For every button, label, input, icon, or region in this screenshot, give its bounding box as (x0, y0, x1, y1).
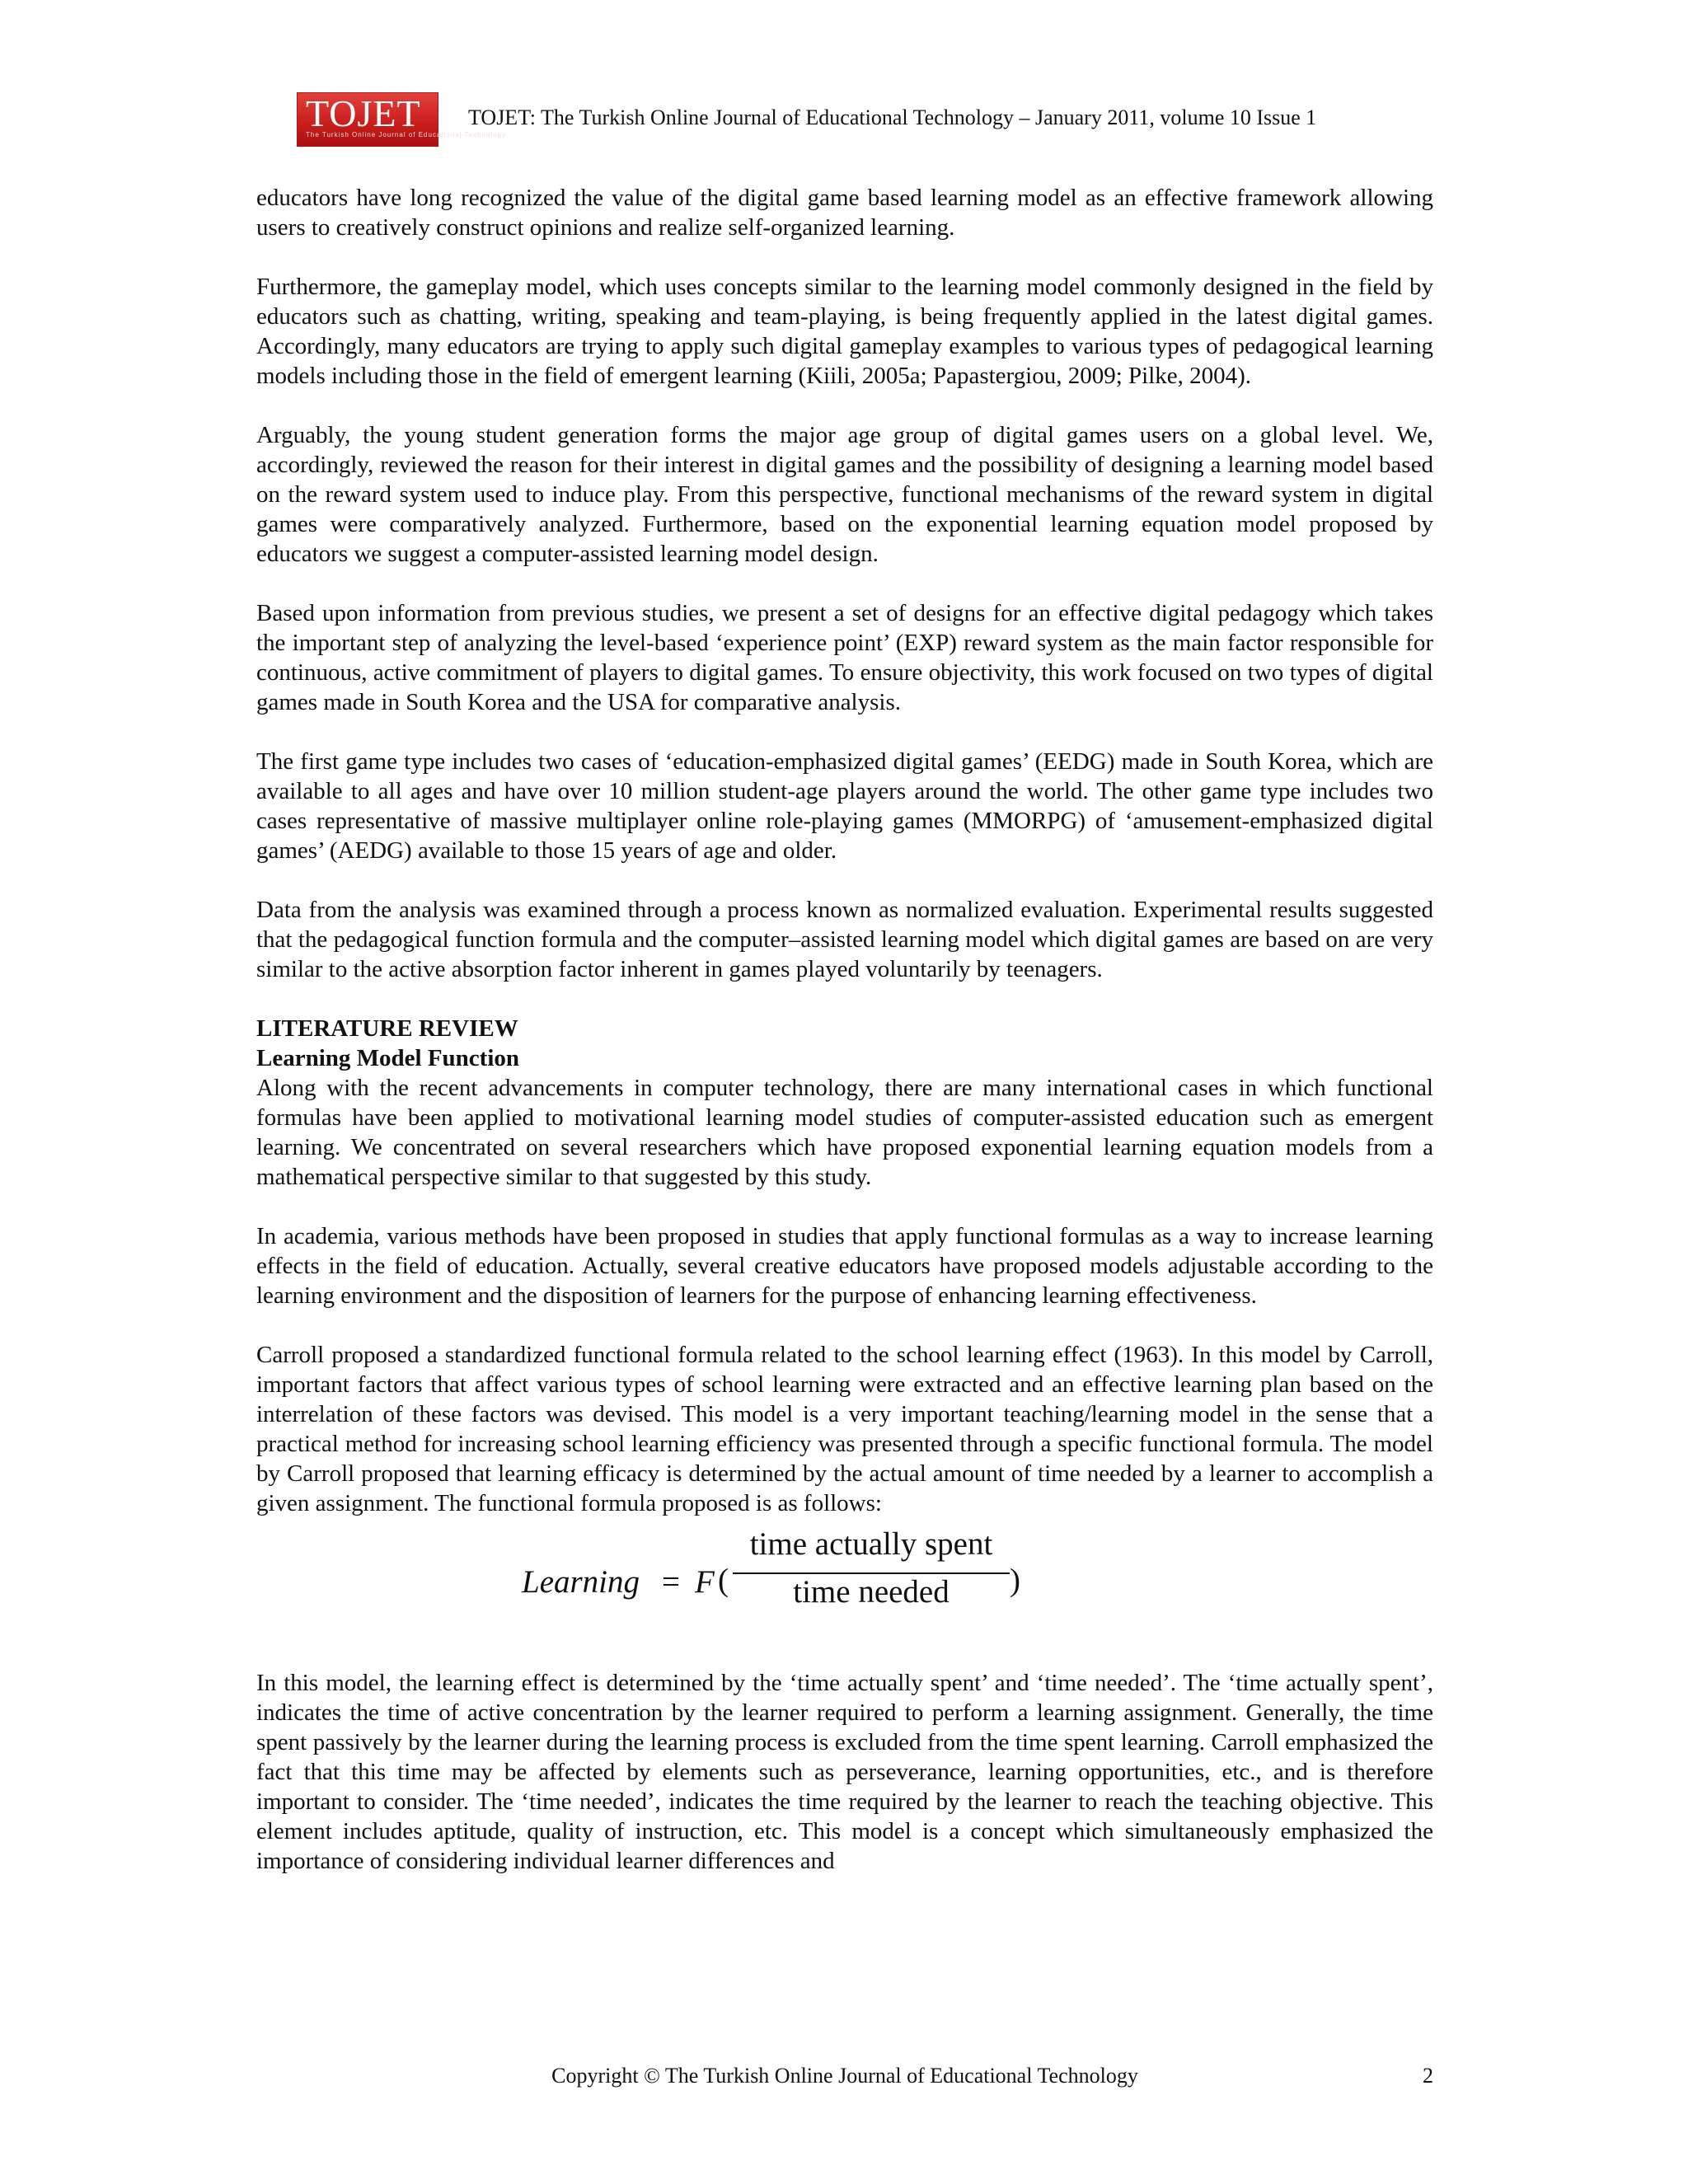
paragraph: Carroll proposed a standardized functional formula related to the school learning effect (1963). In this model by Carroll, important factors that affect various types of school learning were extracted and an effective learning plan based on the interrelation of these factors was devised. This model is a very important teaching/learning model in the sense that a practical method for increasing school learning efficiency was presented through a specific functional formula. The model by Carroll proposed that learning efficacy is determined by the actual amount of time needed by a learner to accomplish a given assignment. The functional formula proposed is as follows: (256, 1342, 1433, 1516)
formula-function: F (695, 1564, 715, 1600)
section-heading: LITERATURE REVIEW (256, 1015, 518, 1042)
paragraph: educators have long recognized the value of the digital game based learning model as an effective framework allowing users to creatively construct opinions and realize self-organized learning. (256, 185, 1433, 241)
page-header (297, 91, 1434, 148)
paragraph: Based upon information from previous studies, we present a set of designs for an effective digital pedagogy which takes the important step of analyzing the level-based ‘experience point’ (EXP) reward system as the main factor responsible for continuous, active commitment of players to digital games. To ensure objectivity, this work focused on two types of digital games made in South Korea and the USA for comparative analysis. (256, 600, 1433, 715)
page-footer (256, 2062, 1433, 2095)
logo-text: TOJET (306, 92, 421, 134)
paragraph: In this model, the learning effect is determined by the ‘time actually spent’ and ‘time needed’. The ‘time actually spent’, indicates the time of active concentration by the learner required to perform a learning assignment. Generally, the time spent passively by the learner during the learning process is excluded from the time spent learning. Carroll emphasized the fact that this time may be affected by elements such as perseverance, learning opportunities, etc., and is therefore important to consider. The ‘time needed’, indicates the time required by the learner to reach the teaching objective. This element includes aptitude, quality of instruction, etc. This model is a concept which simultaneously emphasized the importance of considering individual learner differences and (256, 1670, 1433, 1874)
journal-logo (297, 92, 507, 147)
paragraph: Arguably, the young student generation forms the major age group of digital games users on a global level. We, accordingly, reviewed the reason for their interest in digital games and the possibility of designing a learning model based on the reward system used to induce play. From this perspective, functional mechanisms of the reward system in digital games were comparatively analyzed. Furthermore, based on the exponential learning equation model proposed by educators we suggest a computer-assisted learning model design. (256, 422, 1433, 567)
paragraph: The first game type includes two cases of ‘education-emphasized digital games’ (EEDG) made in South Korea, which are available to all ages and have over 10 million student-age players around the world. The other game type includes two cases representative of massive multiplayer online role-playing games (MMORPG) of ‘amusement-emphasized digital games’ (AEDG) available to those 15 years of age and older. (256, 748, 1433, 864)
article-body (256, 183, 1433, 1876)
page-number: 2 (1423, 2064, 1433, 2088)
subsection-heading: Learning Model Function (256, 1045, 520, 1071)
formula-equals: = (662, 1564, 680, 1600)
paragraph: In academia, various methods have been proposed in studies that apply functional formulas as a way to increase learning effects in the field of education. Actually, several creative educators have proposed models adjustable according to the learning environment and the disposition of learners for the purpose of enhancing learning effectiveness. (256, 1223, 1433, 1309)
formula-denominator: time needed (793, 1574, 950, 1610)
formula-paren-open: ( (718, 1563, 729, 1598)
learning-formula (256, 1525, 1433, 1648)
formula-paren-close: ) (1010, 1563, 1020, 1598)
formula-lhs: Learning (522, 1564, 640, 1600)
logo-subtext: The Turkish Online Journal of Educational Technology (306, 131, 507, 138)
footer-copyright: Copyright © The Turkish Online Journal of Educational Technology (551, 2064, 1138, 2088)
paragraph: Along with the recent advancements in computer technology, there are many international cases in which functional formulas have been applied to motivational learning model studies of computer-assisted education such as emergent learning. We concentrated on several researchers which have proposed exponential learning equation models from a mathematical perspective similar to that suggested by this study. (256, 1075, 1433, 1190)
formula-numerator: time actually spent (749, 1526, 993, 1562)
paragraph: Furthermore, the gameplay model, which uses concepts similar to the learning model commonly designed in the field by educators such as chatting, writing, speaking and team-playing, is being frequently applied in the latest digital games. Accordingly, many educators are trying to apply such digital gameplay examples to various types of pedagogical learning models including those in the field of emergent learning (Kiili, 2005a; Papastergiou, 2009; Pilke, 2004). (256, 274, 1433, 389)
running-header-title: TOJET: The Turkish Online Journal of Educational Technology – January 2011, volume 10 Issue 1 (468, 105, 1317, 129)
paragraph: Data from the analysis was examined through a process known as normalized evaluation. Experimental results suggested that the pedagogical function formula and the computer–assisted learning model which digital games are based on are very similar to the active absorption factor inherent in games played voluntarily by teenagers. (256, 897, 1433, 982)
